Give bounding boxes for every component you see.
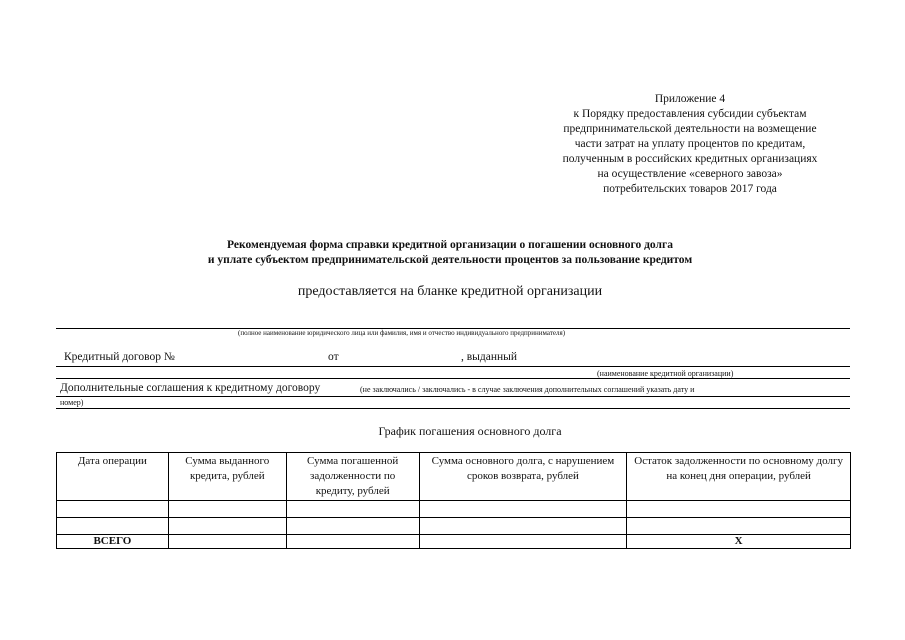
form-title: [120, 238, 780, 268]
contract-issued-label: , выданный: [461, 351, 518, 363]
appendix-line: предпринимательской деятельности на возмещение: [563, 123, 817, 135]
form-title-line1: Рекомендуемая форма справки кредитной организации о погашении основного долга: [227, 239, 673, 251]
table-cell[interactable]: [286, 518, 419, 535]
repayment-schedule-table: [56, 452, 851, 549]
table-cell[interactable]: [419, 501, 627, 518]
header-operation-date: Дата операции: [57, 453, 169, 501]
appendix-header: [520, 92, 860, 197]
table-cell[interactable]: [57, 501, 169, 518]
appendix-line: части затрат на уплату процентов по кредитам,: [574, 138, 806, 150]
contract-from-label: от: [328, 351, 339, 363]
total-label: ВСЕГО: [57, 535, 169, 549]
table-cell[interactable]: [419, 518, 627, 535]
header-repaid-amount: Сумма погашенной задолженности по кредиту, рублей: [286, 453, 419, 501]
schedule-title: График погашения основного долга: [378, 424, 562, 438]
appendix-line: полученным в российских кредитных организациях: [562, 153, 818, 165]
table-cell[interactable]: [627, 501, 851, 518]
total-row: [57, 535, 851, 549]
appendix-line: потребительских товаров 2017 года: [603, 183, 777, 195]
appendix-line: на осуществление «северного завоза»: [597, 168, 783, 180]
additional-agreements-line2: [56, 408, 850, 409]
additional-agreements-note: (не заключались / заключались - в случае заключения дополнительных соглашений указать дату и: [360, 385, 695, 394]
table-cell[interactable]: [286, 501, 419, 518]
appendix-line: к Порядку предоставления субсидии субъектам: [573, 108, 807, 120]
additional-agreements-label: Дополнительные соглашения к кредитному договору: [60, 382, 321, 394]
table-header-row: [57, 453, 851, 501]
appendix-line: Приложение 4: [654, 93, 726, 105]
contract-label: Кредитный договор №: [64, 351, 175, 363]
header-issued-amount: Сумма выданного кредита, рублей: [168, 453, 286, 501]
additional-agreements-line: [56, 396, 850, 397]
total-overdue-cell[interactable]: [419, 535, 627, 549]
table-row: [57, 518, 851, 535]
entity-name-caption: (полное наименование юридического лица или фамилия, имя и отчество индивидуального предпринимателя): [238, 329, 566, 337]
contract-line: [56, 366, 850, 367]
form-subtitle: предоставляется на бланке кредитной организации: [297, 284, 603, 299]
table-cell[interactable]: [627, 518, 851, 535]
bank-name-line: [56, 378, 850, 379]
header-remaining-balance: Остаток задолженности по основному долгу на конец дня операции, рублей: [627, 453, 851, 501]
total-remaining-x: Х: [627, 535, 851, 549]
table-row: [57, 501, 851, 518]
table-cell[interactable]: [168, 518, 286, 535]
header-overdue-principal: Сумма основного долга, с нарушением сроков возврата, рублей: [419, 453, 627, 501]
form-title-line2: и уплате субъектом предпринимательской деятельности процентов за пользование кредитом: [207, 254, 693, 266]
table-cell[interactable]: [168, 501, 286, 518]
bank-name-caption: (наименование кредитной организации): [597, 369, 734, 378]
total-issued-cell[interactable]: [168, 535, 286, 549]
table-cell[interactable]: [57, 518, 169, 535]
additional-agreements-note2: номер): [60, 398, 84, 407]
total-repaid-cell[interactable]: [286, 535, 419, 549]
